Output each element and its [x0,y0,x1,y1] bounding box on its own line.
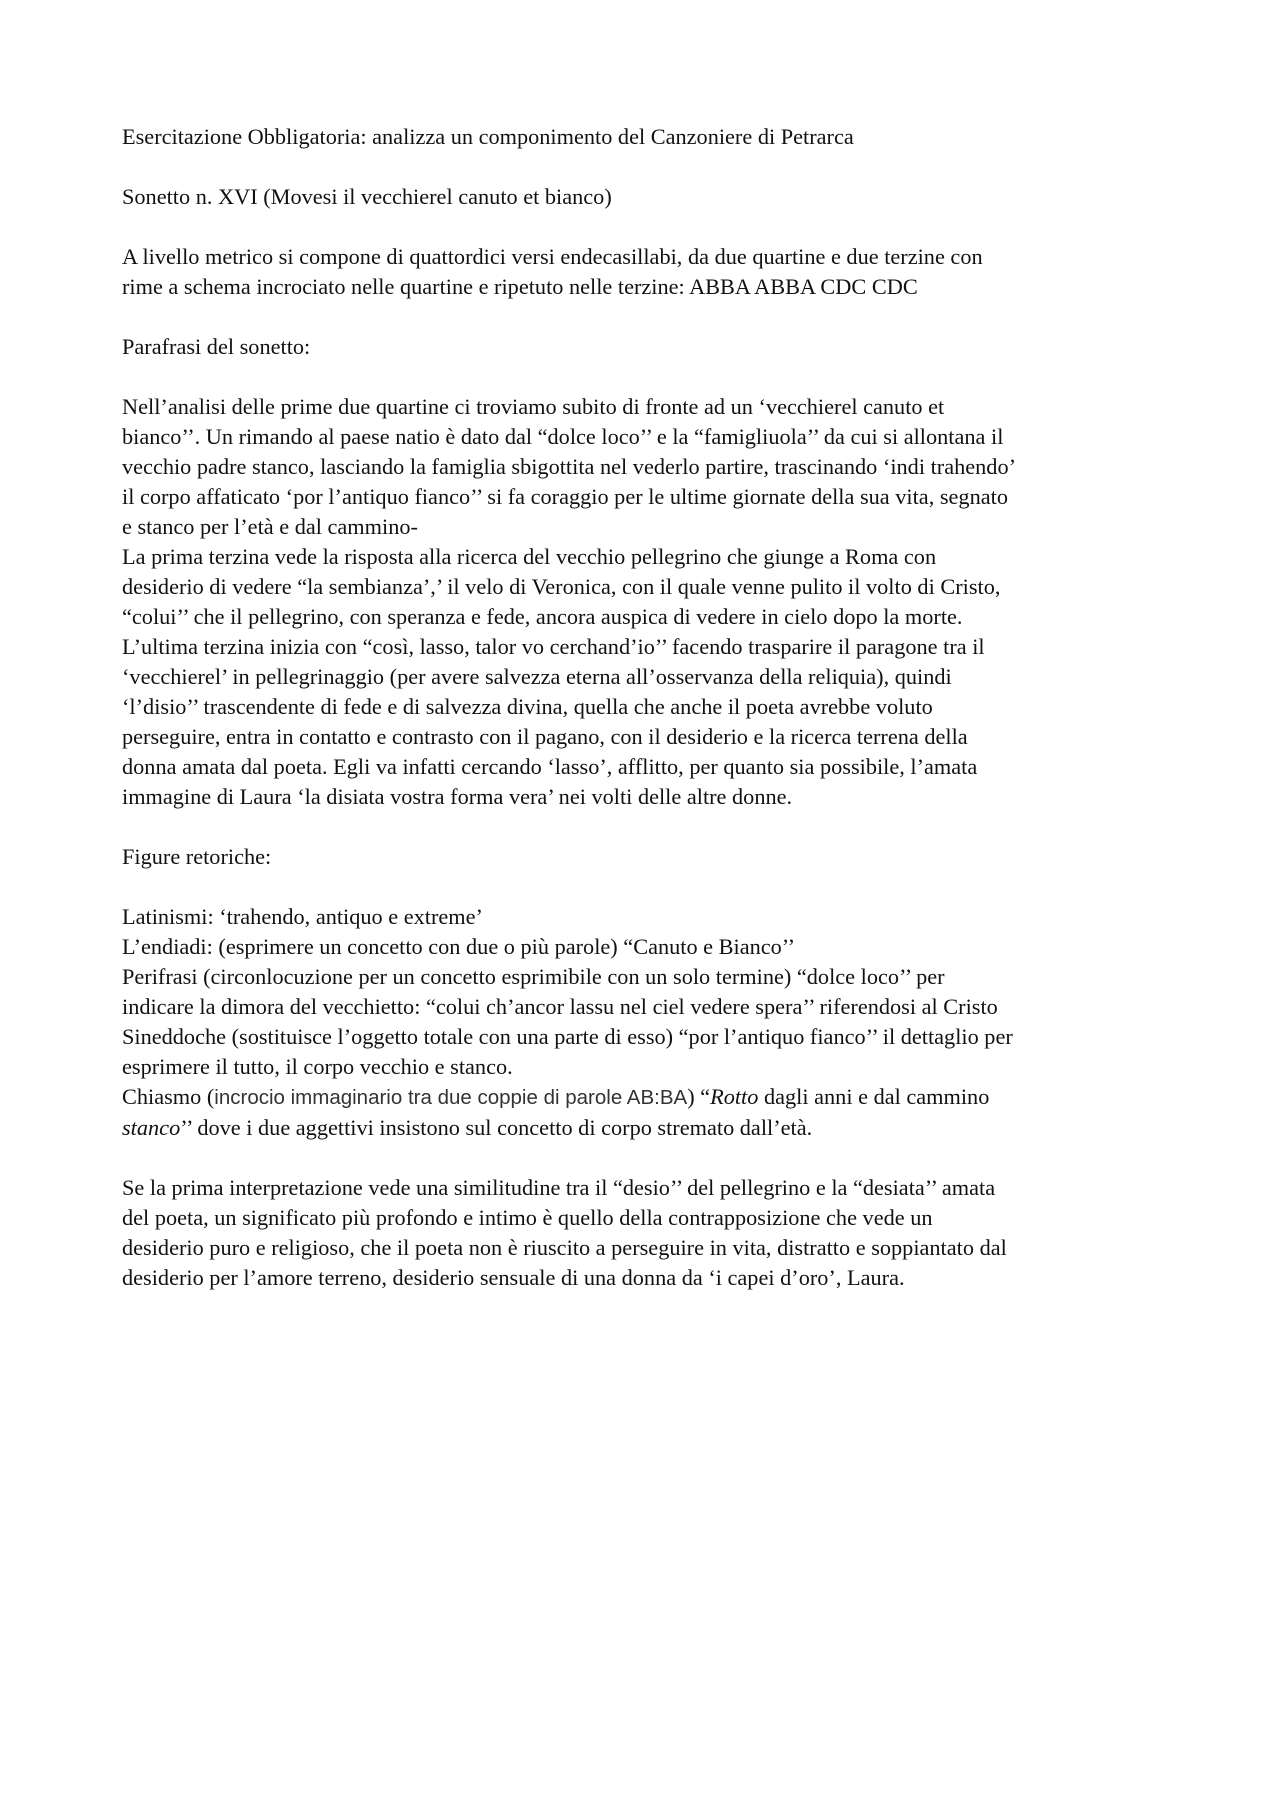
conclusion-paragraph [122,1173,1162,1293]
chiasmo-quote-open: ) “ [687,1084,711,1109]
paraphrase-paragraph [122,392,1162,812]
figure-sineddoche-cont: esprimere il tutto, il corpo vecchio e stanco. [122,1054,513,1079]
paraphrase-line: ‘vecchierel’ in pellegrinaggio (per avere salvezza eterna all’osservanza della reliquia), quindi [122,664,952,689]
paraphrase-line: “colui’’ che il pellegrino, con speranza e fede, ancora auspica di vedere in cielo dopo la morte. [122,604,963,629]
figure-chiasmo [122,1082,1162,1113]
figure-endiadi: L’endiadi: (esprimere un concetto con due o più parole) “Canuto e Bianco’’ [122,934,795,959]
document-title: Esercitazione Obbligatoria: analizza un componimento del Canzoniere di Petrarca [122,124,854,149]
figure-perifrasi: Perifrasi (circonlocuzione per un concetto esprimibile con un solo termine) “dolce loco’’ per [122,964,945,989]
paraphrase-line: vecchio padre stanco, lasciando la famiglia sbigottita nel vederlo partire, trascinando ‘indi trahendo’ [122,454,1017,479]
chiasmo-definition: incrocio immaginario tra due coppie di parole AB:BA [214,1086,688,1109]
paraphrase-line: donna amata dal poeta. Egli va infatti cercando ‘lasso’, afflitto, per quanto sia possibile, l’amata [122,754,978,779]
figure-sineddoche: Sineddoche (sostituisce l’oggetto totale con una parte di esso) “por l’antiquo fianco’’ il dettaglio per [122,1024,1013,1049]
figure-perifrasi-cont: indicare la dimora del vecchietto: “colui ch’ancor lassu nel ciel vedere spera’’ riferendosi al Cristo [122,994,998,1019]
metrics-paragraph [122,242,1162,302]
figure-chiasmo-cont [122,1113,1162,1143]
paraphrase-line: perseguire, entra in contatto e contrasto con il pagano, con il desiderio e la ricerca terrena della [122,724,968,749]
paraphrase-line: il corpo affaticato ‘por l’antiquo fianco’’ si fa coraggio per le ultime giornate della sua vita, segnato [122,484,1008,509]
figure-latinismi: Latinismi: ‘trahendo, antiquo e extreme’ [122,904,483,929]
chiasmo-end: ’’ dove i due aggettivi insistono sul concetto di corpo stremato dall’età. [180,1115,813,1140]
conclusion-line: Se la prima interpretazione vede una similitudine tra il “desio’’ del pellegrino e la “desiata’’ amata [122,1175,996,1200]
paraphrase-line: e stanco per l’età e dal cammino- [122,514,418,539]
paraphrase-line: immagine di Laura ‘la disiata vostra forma vera’ nei volti delle altre donne. [122,784,793,809]
paraphrase-line: bianco’’. Un rimando al paese natio è dato dal “dolce loco’’ e la “famigliuola’’ da cui si allontana il [122,424,1004,449]
sonnet-subtitle: Sonetto n. XVI (Movesi il vecchierel canuto et bianco) [122,184,612,209]
paraphrase-line: desiderio di vedere “la sembianza’,’ il velo di Veronica, con il quale venne pulito il volto di Cristo, [122,574,1001,599]
metrics-line: A livello metrico si compone di quattordici versi endecasillabi, da due quartine e due terzine con [122,244,983,269]
paraphrase-line: Nell’analisi delle prime due quartine ci troviamo subito di fronte ad un ‘vecchierel canuto et [122,394,945,419]
chiasmo-mid: dagli anni e dal cammino [758,1084,990,1109]
conclusion-line: desiderio per l’amore terreno, desiderio sensuale di una donna da ‘i capei d’oro’, Laura. [122,1265,905,1290]
figures-paragraph [122,902,1162,1143]
conclusion-line: del poeta, un significato più profondo e intimo è quello della contrapposizione che vede un [122,1205,933,1230]
document-body [122,122,1162,1293]
chiasmo-italic-rotto: Rotto [710,1084,759,1109]
metrics-line: rime a schema incrociato nelle quartine e ripetuto nelle terzine: ABBA ABBA CDC CDC [122,274,918,299]
figures-heading: Figure retoriche: [122,844,272,869]
conclusion-line: desiderio puro e religioso, che il poeta non è riuscito a perseguire in vita, distratto e soppiantato dal [122,1235,1007,1260]
paraphrase-heading: Parafrasi del sonetto: [122,334,311,359]
paraphrase-line: ‘l’disio’’ trascendente di fede e di salvezza divina, quella che anche il poeta avrebbe voluto [122,694,933,719]
paraphrase-line: La prima terzina vede la risposta alla ricerca del vecchio pellegrino che giunge a Roma con [122,544,937,569]
paraphrase-line: L’ultima terzina inizia con “così, lasso, talor vo cerchand’io’’ facendo trasparire il paragone tra il [122,634,985,659]
chiasmo-start: Chiasmo ( [122,1084,215,1109]
chiasmo-italic-stanco: stanco [122,1115,181,1140]
